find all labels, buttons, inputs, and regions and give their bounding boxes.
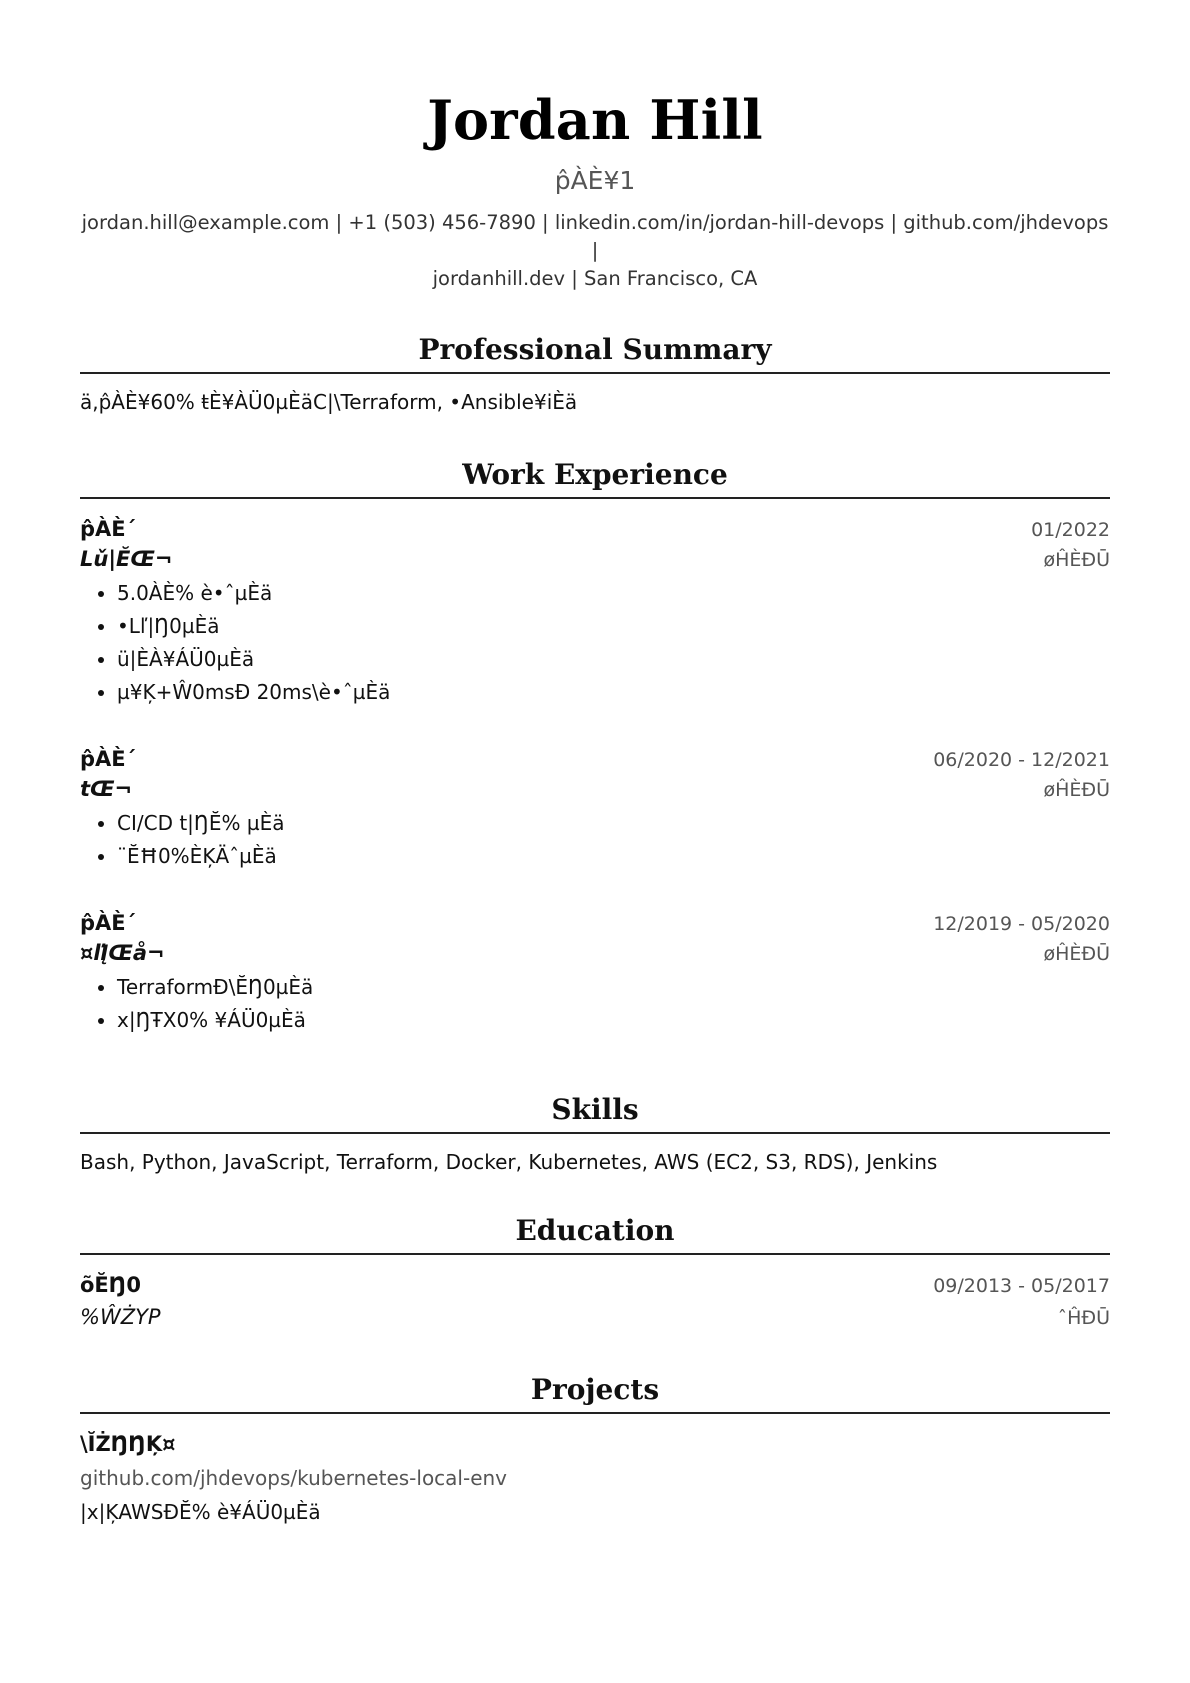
list-item: • ü|ÈÀ¥ÁÜ0µÈä (117, 643, 1110, 676)
summary-text: ä,p̂ÀÈ¥60% ŧÈ¥ÀÜ0µÈäC|\Terraform, •Ansible¥iÈä (80, 390, 578, 414)
job-role: p̂ÀÈ´ (80, 911, 137, 935)
list-item: • CI/CD t|ŊĔ% µÈä (117, 807, 1110, 840)
list-item: • 5.0ÀÈ% è•ˆµÈä (117, 577, 1110, 610)
project-description: |x|ĶAWSĐĔ% è¥ÁÜ0µÈä (80, 1500, 321, 1524)
list-item: • •Lľ|Ŋ0µÈä (117, 610, 1110, 643)
contact-info (80, 209, 1110, 293)
job-bullets (80, 577, 1110, 709)
section-title-education: Education (80, 1214, 1110, 1255)
project-entry (80, 1432, 1110, 1524)
job-date: 06/2020 - 12/2021 (933, 749, 1110, 771)
list-item: • x|ŊŦX0% ¥ÁÜ0µÈä (117, 1004, 1110, 1037)
job-entry (80, 911, 1110, 1037)
job-company: ¤ľĮŒå¬ (80, 941, 165, 965)
education-date: 09/2013 - 05/2017 (933, 1275, 1110, 1297)
candidate-name: Jordan Hill (427, 88, 763, 152)
job-role: p̂ÀÈ´ (80, 517, 137, 541)
job-date: 01/2022 (1031, 519, 1110, 541)
job-location: øĤÈĐŪ (1043, 943, 1110, 965)
skills-text: Bash, Python, JavaScript, Terraform, Docker, Kubernetes, AWS (EC2, S3, RDS), Jenkins (80, 1150, 938, 1174)
section-title-skills: Skills (80, 1093, 1110, 1134)
job-date: 12/2019 - 05/2020 (933, 913, 1110, 935)
section-title-projects: Projects (80, 1373, 1110, 1414)
project-link[interactable]: github.com/jhdevops/kubernetes-local-env (80, 1466, 508, 1490)
list-item: • µ¥Ķ+Ŵ0msĐ 20ms\è•ˆµÈä (117, 676, 1110, 709)
education-school: õĔŊ0 (80, 1273, 141, 1297)
job-company: tŒ¬ (80, 777, 133, 801)
candidate-title: p̂ÀÈ¥1 (554, 166, 636, 195)
contact-line-1: jordan.hill@example.com | +1 (503) 456-7890 | linkedin.com/in/jordan-hill-devops | github.com/jhdevops | (81, 211, 1109, 262)
job-role: p̂ÀÈ´ (80, 747, 137, 771)
job-company: Lǔ|ĔŒ¬ (80, 547, 173, 571)
education-entry (80, 1273, 1110, 1329)
section-title-experience: Work Experience (80, 458, 1110, 499)
job-location: øĤÈĐŪ (1043, 779, 1110, 801)
job-bullets (80, 807, 1110, 873)
education-location: ˆĤĐŪ (1057, 1307, 1110, 1329)
job-bullets (80, 971, 1110, 1037)
job-entry (80, 517, 1110, 709)
education-degree: %ŴŻYP (80, 1305, 161, 1329)
job-entry (80, 747, 1110, 873)
list-item: • TerraformĐ\ĔŊ0µÈä (117, 971, 1110, 1004)
project-name: \ĬŻŊŊĶ¤ (80, 1432, 176, 1456)
list-item: • ¨ĔĦ0%ÈĶÄˆµÈä (117, 840, 1110, 873)
job-location: øĤÈĐŪ (1043, 549, 1110, 571)
section-title-summary: Professional Summary (80, 333, 1110, 374)
contact-line-2: jordanhill.dev | San Francisco, CA (432, 267, 758, 290)
resume-page (80, 0, 1110, 1524)
